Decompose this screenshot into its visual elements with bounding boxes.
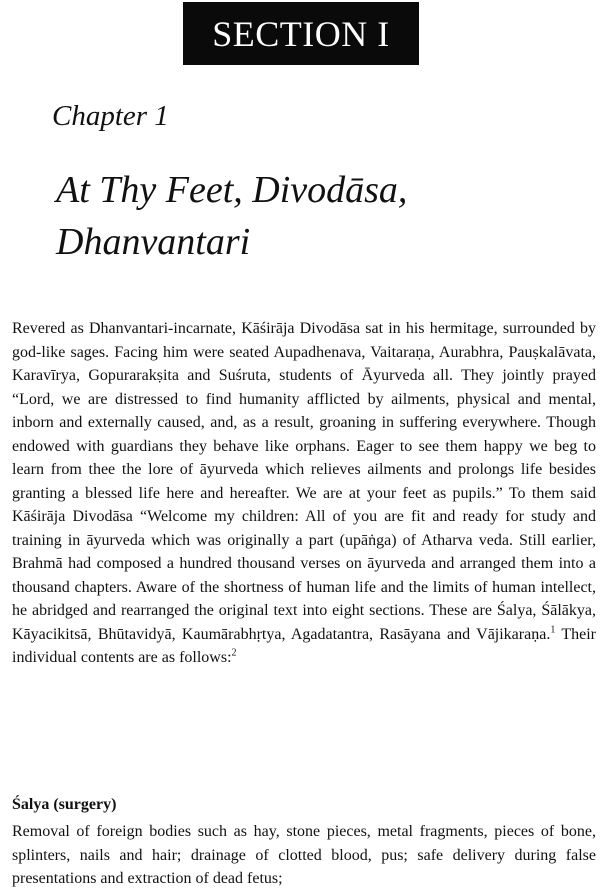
body-paragraph: [12, 317, 596, 670]
subsection-text: Removal of foreign bodies such as hay, stone pieces, metal fragments, pieces of bone, splinters, nails and hair; drainage of clotted blood, pus; safe delivery during false presentations and extraction of dead fetus;: [12, 823, 596, 887]
chapter-label: Chapter 1: [52, 100, 169, 132]
chapter-title: At Thy Feet, Divodāsa, Dhanvantari: [56, 169, 408, 263]
footnote-ref-2: 2: [231, 647, 237, 659]
section-banner: [183, 2, 419, 65]
section-label: SECTION I: [212, 13, 390, 54]
subsection-heading: Śalya (surgery): [12, 796, 117, 813]
footnote-ref-1: 1: [550, 624, 556, 636]
body-text-part-2: Their individual contents are as follows:: [12, 625, 597, 666]
body-text-part-1: Revered as Dhanvantari-incarnate, Kāśirāja Divodāsa sat in his hermitage, surrounded by god-like sages. Facing him were seated Aupadhenava, Vaitaraṇa, Aurabhra, Pauṣkalāvata, Karavīrya, Gopurarakṣita and Suśruta, students of Āyurveda all. They jointly prayed “Lord, we are distressed to find humanity afflicted by ailments, physical and mental, inborn and externally caused, and, as a result, groaning in suffering everywhere. Though endowed with guardians they behave like orphans. Eager to see them happy we beg to learn from thee the lore of āyurveda which relieves ailments and prolongs life besides granting a blessed life here and hereafter. We are at your feet as pupils.” To them said Kāśirāja Divodāsa “Welcome my children: All of you are fit and ready for study and training in āyurveda which was originally a part (upāṅga) of Atharva veda. Still earlier, Brahmā had composed a hundred thousand verses on āyurveda and arranged them into a thousand chapters. Aware of the shortness of human life and the limits of human intellect, he abridged and rearranged the original text into eight sections. These are Śalya, Śālākya, Kāyacikitsā, Bhūtavidyā, Kaumārabhṛtya, Agadatantra, Rasāyana and Vājikaraṇa.: [12, 320, 596, 643]
